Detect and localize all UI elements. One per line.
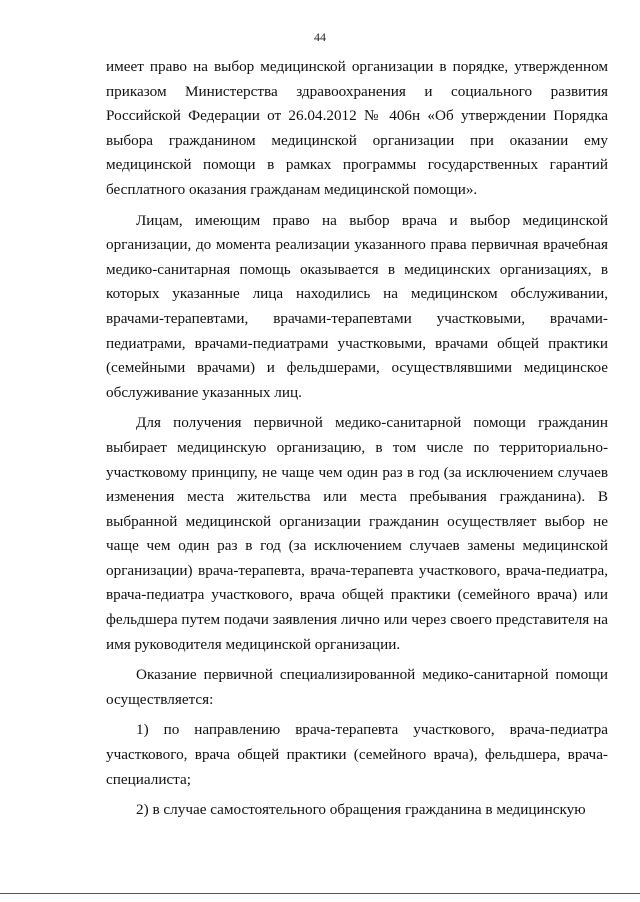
- list-item-referral: 1) по направлению врача-терапевта участкового, врача-педиатра участкового, врача общей практики (семейного врача), фельдшера, врача-специалиста;: [106, 721, 608, 788]
- paragraph-choice-rights: Лицам, имеющим право на выбор врача и выбор медицинской организации, до момента реализации указанного права первичная врачебная медико-санитарная помощь оказывается в медицинских организациях, в которых указанные лица находились на медицинском обслуживании, врачами-терапевтами, врачами-терапевтами участковыми, врачами-педиатрами, врачами-педиатрами участковыми, врачами общей практики (семейными врачами) и фельдшерами, осуществлявшими медицинское обслуживание указанных лиц.: [106, 211, 608, 401]
- list-item-self-referral: 2) в случае самостоятельного обращения гражданина в медицинскую: [136, 801, 586, 819]
- paragraph-specialized-care-intro: Оказание первичной специализированной медико-санитарной помощи осуществляется:: [106, 666, 608, 708]
- page-number: 44: [314, 30, 326, 44]
- paragraph-primary-care-selection: Для получения первичной медико-санитарной помощи гражданин выбирает медицинскую организацию, в том числе по территориально-участковому принципу, не чаще чем один раз в год (за исключением случаев изменения места жительства или места пребывания гражданина). В выбранной медицинской организации гражданин осуществляет выбор не чаще чем один раз в год (за исключением случаев замены медицинской организации) врача-терапевта, врача-терапевта участкового, врача-педиатра, врача-педиатра участкового, врача общей практики (семейного врача) или фельдшера путем подачи заявления лично или через своего представителя на имя руководителя медицинской организации.: [106, 414, 608, 653]
- document-body: [106, 55, 608, 829]
- paragraph-continuation: имеет право на выбор медицинской организации в порядке, утвержденном приказом Министерства здравоохранения и социального развития Российской Федерации от 26.04.2012 № 406н «Об утверждении Порядка выбора гражданином медицинской организации при оказании ему медицинской помощи в рамках программы государственных гарантий бесплатного оказания гражданам медицинской помощи».: [106, 58, 608, 198]
- page-bottom-divider: [0, 893, 640, 894]
